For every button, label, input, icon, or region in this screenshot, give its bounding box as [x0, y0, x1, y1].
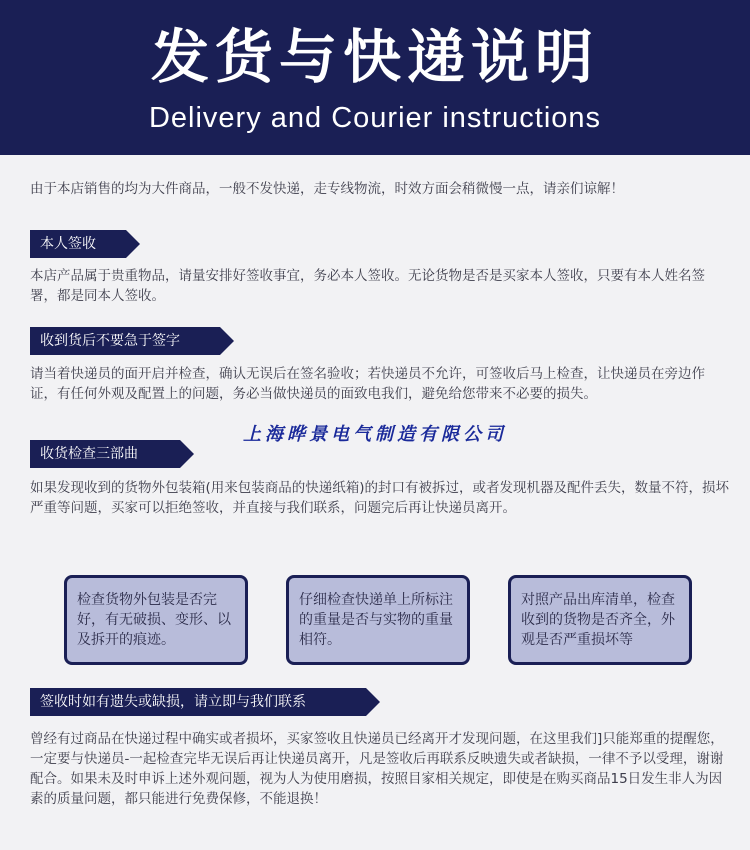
check-box-weight: 仔细检查快递单上所标注的重量是否与实物的重量相符。: [286, 575, 470, 665]
company-name: 上海晔景电气制造有限公司: [243, 424, 507, 444]
header-banner: [0, 0, 750, 155]
check-box-packaging: 检查货物外包装是否完好，有无破损、变形、以及拆开的痕迹。: [64, 575, 248, 665]
check-box-contents: 对照产品出库清单，检查收到的货物是否齐全，外观是否严重损坏等: [508, 575, 692, 665]
page-title: 发货与快递说明: [150, 23, 599, 91]
section-label-dont-rush: 收到货后不要急于签字: [30, 327, 220, 355]
section-text-missing-items: 曾经有过商品在快递过程中确实或者损坏，买家签收且快递员已经离开才发现问题，在这里我们]只能郑重的提醒您，一定要与快递员-一起检查完毕无误后再让快递员离开，凡是签收后再联系反映遗失或者缺损，一律不予以受理，谢谢配合。如果未及时申诉上述外观问题，视为人为使用磨损，按照目家相关规定，即使是在购买商品15日发生非人为因素的质量问题，都只能进行免费保修，不能退换！: [30, 731, 724, 807]
section-text-inspection: 如果发现收到的货物外包装箱(用来包装商品的快递纸箱)的封口有被拆过，或者发现机器及配件丢失，数量不符，损坏严重等问题，买家可以拒绝签收，并直接与我们联系，问题完后再让快递员离开。: [30, 480, 730, 516]
section-label-self-sign: 本人签收: [30, 230, 126, 258]
intro-text: 由于本店销售的均为大件商品，一般不发快递，走专线物流，时效方面会稍微慢一点，请亲们谅解！: [30, 181, 624, 197]
page-subtitle: Delivery and Courier instructions: [148, 102, 602, 134]
section-label-inspection: 收货检查三部曲: [30, 440, 180, 468]
section-label-missing-items: 签收时如有遗失或缺损，请立即与我们联系: [30, 688, 366, 716]
section-text-dont-rush: 请当着快递员的面开启并检查，确认无误后在签名验收；若快递员不允许，可签收后马上检查，让快递员在旁边作证，有任何外观及配置上的问题，务必当做快递员的面致电我们，避免给您带来不必要的损失。: [30, 366, 705, 402]
section-text-self-sign: 本店产品属于贵重物品，请量安排好签收事宜，务必本人签收。无论货物是否是买家本人签收，只要有本人姓名签署，都是同本人签收。: [30, 268, 705, 304]
